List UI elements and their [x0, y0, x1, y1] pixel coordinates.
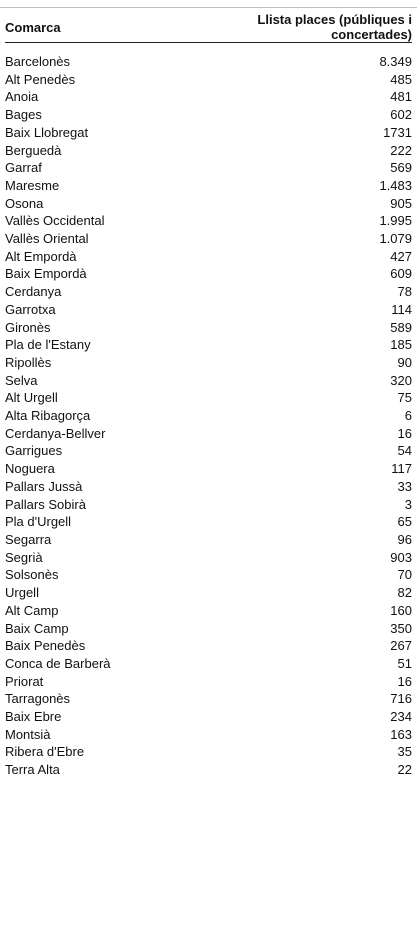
table-row — [5, 230, 412, 248]
places-cell: 35 — [397, 744, 412, 760]
places-cell: 160 — [390, 602, 412, 618]
places-cell: 8.349 — [379, 54, 412, 69]
comarca-cell: Barcelonès — [5, 54, 71, 69]
comarca-cell: Baix Llobregat — [5, 124, 89, 140]
places-cell: 903 — [390, 549, 412, 565]
comarca-cell: Bages — [5, 107, 42, 123]
table-row — [5, 88, 412, 106]
comarca-cell: Conca de Barberà — [5, 655, 111, 671]
table-row — [5, 195, 412, 213]
places-cell: 75 — [397, 390, 412, 406]
comarca-cell: Baix Ebre — [5, 709, 62, 725]
places-cell: 267 — [390, 638, 412, 654]
places-cell: 82 — [397, 585, 412, 601]
table-row — [5, 53, 412, 71]
table-row — [5, 248, 412, 266]
places-cell: 3 — [404, 496, 412, 512]
comarca-cell: Alt Urgell — [5, 390, 58, 406]
places-cell: 427 — [390, 248, 412, 264]
table-row — [5, 319, 412, 337]
comarca-cell: Alta Ribagorça — [5, 408, 91, 424]
comarca-cell: Garrotxa — [5, 301, 56, 317]
places-cell: 716 — [390, 691, 412, 707]
table-row — [5, 761, 412, 779]
comarca-cell: Maresme — [5, 177, 60, 193]
table-row — [5, 283, 412, 301]
places-table — [5, 12, 412, 779]
places-cell: 163 — [390, 726, 412, 742]
comarca-cell: Anoia — [5, 89, 39, 105]
comarca-cell: Osona — [5, 195, 44, 211]
comarca-cell: Pla d'Urgell — [5, 514, 72, 530]
comarca-cell: Segrià — [5, 549, 43, 565]
table-row — [5, 496, 412, 514]
comarca-cell: Gironès — [5, 319, 51, 335]
comarca-cell: Tarragonès — [5, 691, 71, 707]
header-gap — [5, 43, 412, 54]
places-cell: 905 — [390, 195, 412, 211]
comarca-cell: Alt Camp — [5, 602, 59, 618]
comarca-cell: Vallès Oriental — [5, 231, 89, 247]
table-row — [5, 549, 412, 567]
table-row — [5, 354, 412, 372]
comarca-cell: Segarra — [5, 531, 52, 547]
places-cell: 569 — [390, 160, 412, 176]
comarca-cell: Cerdanya-Bellver — [5, 425, 106, 441]
table-row — [5, 159, 412, 177]
places-cell: 320 — [390, 372, 412, 388]
places-cell: 16 — [397, 425, 412, 441]
comarca-cell: Berguedà — [5, 142, 62, 158]
table-row — [5, 336, 412, 354]
table-row — [5, 690, 412, 708]
table-row — [5, 106, 412, 124]
table-header-row — [5, 12, 412, 43]
comarca-cell: Pallars Sobirà — [5, 496, 86, 512]
comarca-cell: Pla de l'Estany — [5, 337, 91, 353]
places-cell: 481 — [390, 89, 412, 105]
comarca-cell: Priorat — [5, 673, 44, 689]
places-cell: 114 — [391, 301, 412, 317]
table-row — [5, 124, 412, 142]
comarca-cell: Cerdanya — [5, 284, 62, 300]
comarca-cell: Alt Penedès — [5, 71, 76, 87]
table-row — [5, 71, 412, 89]
places-cell: 589 — [390, 319, 412, 335]
places-cell: 485 — [390, 71, 412, 87]
places-cell: 54 — [397, 443, 412, 459]
table-row — [5, 425, 412, 443]
places-cell: 65 — [397, 514, 412, 530]
places-cell: 234 — [390, 709, 412, 725]
table-row — [5, 655, 412, 673]
table-row — [5, 389, 412, 407]
comarca-cell: Solsonès — [5, 567, 59, 583]
comarca-cell: Noguera — [5, 461, 55, 477]
places-cell: 6 — [404, 408, 412, 424]
table-row — [5, 584, 412, 602]
table-row — [5, 460, 412, 478]
places-cell: 1.995 — [379, 213, 412, 229]
table-row — [5, 726, 412, 744]
comarca-cell: Selva — [5, 372, 38, 388]
table-row — [5, 177, 412, 195]
header-comarca: Comarca — [5, 12, 175, 43]
table-row — [5, 637, 412, 655]
table-row — [5, 265, 412, 283]
places-cell: 185 — [390, 337, 412, 353]
places-cell: 602 — [390, 107, 412, 123]
comarca-cell: Ripollès — [5, 354, 52, 370]
places-cell: 16 — [397, 673, 412, 689]
comarca-cell: Garrigues — [5, 443, 63, 459]
places-cell: 350 — [390, 620, 412, 636]
comarca-cell: Montsià — [5, 726, 51, 742]
table-row — [5, 478, 412, 496]
comarca-cell: Baix Camp — [5, 620, 69, 636]
table-row — [5, 743, 412, 761]
comarca-cell: Alt Empordà — [5, 248, 77, 264]
table-row — [5, 442, 412, 460]
top-rule — [0, 7, 417, 8]
table-row — [5, 513, 412, 531]
places-cell: 90 — [397, 354, 412, 370]
table-row — [5, 566, 412, 584]
places-cell: 70 — [397, 567, 412, 583]
header-places: Llista places (públiques i concertades) — [175, 12, 412, 43]
places-cell: 1731 — [383, 124, 412, 140]
comarca-cell: Terra Alta — [5, 762, 60, 778]
table-row — [5, 531, 412, 549]
comarca-cell: Baix Empordà — [5, 266, 87, 282]
places-cell: 609 — [390, 266, 412, 282]
comarca-cell: Baix Penedès — [5, 638, 86, 654]
table-row — [5, 708, 412, 726]
table-row — [5, 673, 412, 691]
places-cell: 33 — [397, 478, 412, 494]
table-row — [5, 620, 412, 638]
table-row — [5, 212, 412, 230]
places-cell: 1.483 — [379, 177, 412, 193]
places-cell: 96 — [397, 531, 412, 547]
comarca-cell: Pallars Jussà — [5, 478, 83, 494]
comarca-cell: Garraf — [5, 160, 42, 176]
places-cell: 222 — [390, 142, 412, 158]
table-row — [5, 301, 412, 319]
comarca-cell: Vallès Occidental — [5, 213, 105, 229]
table-row — [5, 372, 412, 390]
places-cell: 1.079 — [379, 231, 412, 247]
places-cell: 22 — [397, 762, 412, 778]
places-cell: 78 — [397, 284, 412, 300]
table-row — [5, 407, 412, 425]
places-cell: 117 — [391, 461, 412, 477]
table-row — [5, 142, 412, 160]
table-row — [5, 602, 412, 620]
comarca-cell: Ribera d'Ebre — [5, 744, 85, 760]
places-cell: 51 — [397, 655, 412, 671]
comarca-cell: Urgell — [5, 585, 39, 601]
